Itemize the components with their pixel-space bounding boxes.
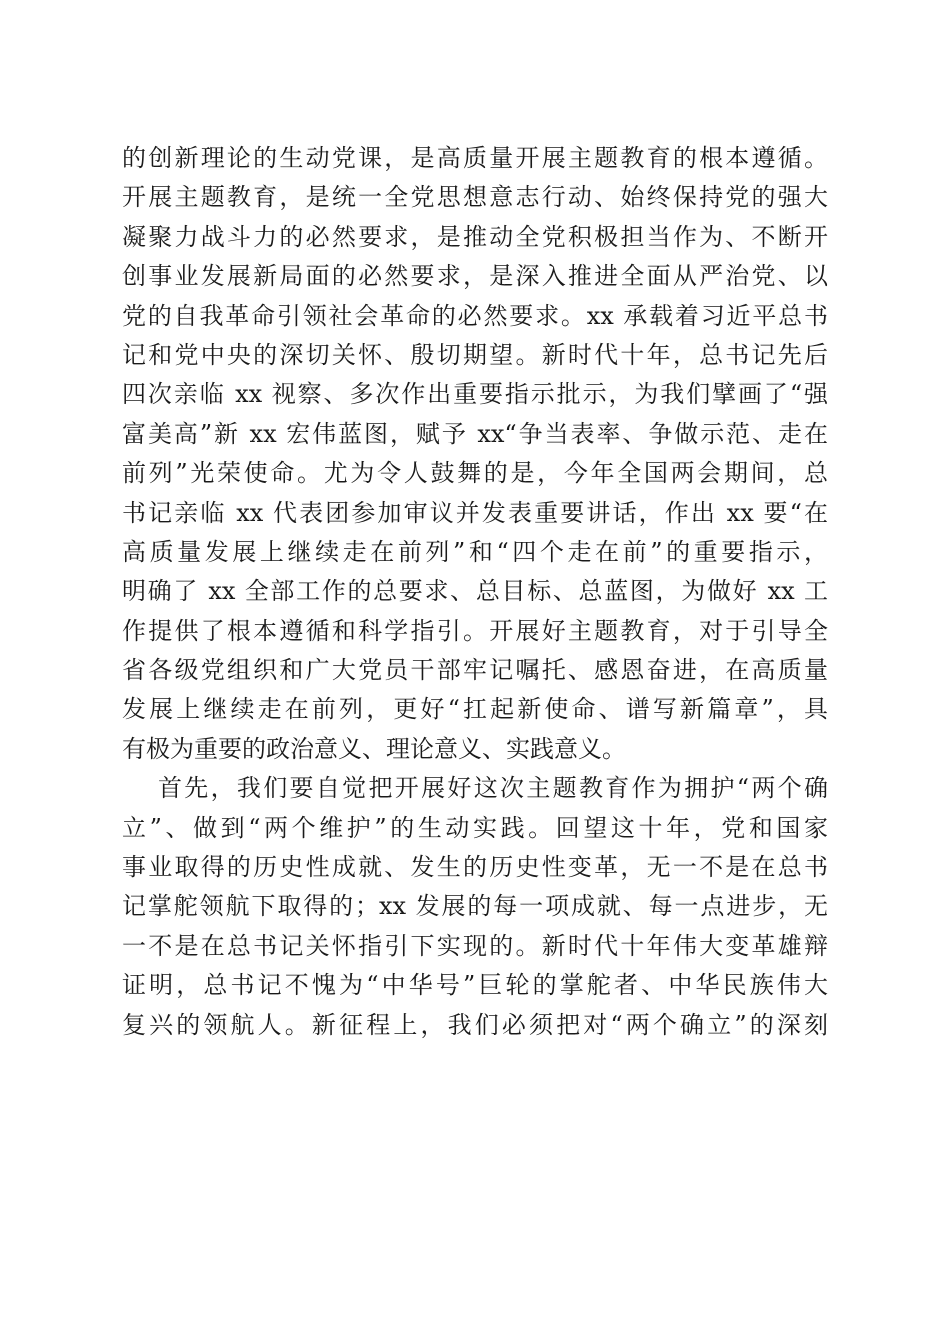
text-line: 立”、做到“两个维护”的生动实践。回望这十年，党和国家: [122, 813, 828, 842]
text-line: 富美高”新 xx 宏伟蓝图，赋予 xx“争当表率、争做示范、走在: [122, 419, 828, 448]
text-line: 一不是在总书记关怀指引下实现的。新时代十年伟大变革雄辩: [122, 931, 828, 960]
text-line: 书记亲临 xx 代表团参加审议并发表重要讲话，作出 xx 要“在: [122, 498, 828, 527]
text-line: 凝聚力战斗力的必然要求，是推动全党积极担当作为、不断开: [122, 222, 828, 251]
text-line: 事业取得的历史性成就、发生的历史性变革，无一不是在总书: [122, 853, 828, 882]
text-line: 明确了 xx 全部工作的总要求、总目标、总蓝图，为做好 xx 工: [122, 577, 828, 606]
text-line: 省各级党组织和广大党员干部牢记嘱托、感恩奋进，在高质量: [122, 656, 828, 685]
body-text: [122, 139, 828, 1045]
text-line: 创事业发展新局面的必然要求，是深入推进全面从严治党、以: [122, 262, 828, 291]
text-line: 发展上继续走在前列，更好“扛起新使命、谱写新篇章”，具: [122, 695, 828, 724]
text-line: 复兴的领航人。新征程上，我们必须把对“两个确立”的深刻: [122, 1010, 828, 1039]
text-line: 高质量发展上继续走在前列”和“四个走在前”的重要指示，: [122, 537, 828, 566]
text-line: 四次亲临 xx 视察、多次作出重要指示批示，为我们擘画了“强: [122, 380, 828, 409]
text-line: 前列”光荣使命。尤为令人鼓舞的是，今年全国两会期间，总: [122, 459, 828, 488]
text-line: 证明，总书记不愧为“中华号”巨轮的掌舵者、中华民族伟大: [122, 971, 828, 1000]
text-line: 党的自我革命引领社会革命的必然要求。xx 承载着习近平总书: [122, 301, 828, 330]
text-line: 的创新理论的生动党课，是高质量开展主题教育的根本遵循。: [122, 144, 828, 172]
text-line: 记和党中央的深切关怀、殷切期望。新时代十年，总书记先后: [122, 340, 828, 369]
text-line: 记掌舵领航下取得的；xx 发展的每一项成就、每一点进步，无: [122, 892, 828, 921]
text-line: 有极为重要的政治意义、理论意义、实践意义。: [122, 734, 626, 763]
text-line: 作提供了根本遵循和科学指引。开展好主题教育，对于引导全: [122, 616, 828, 645]
text-line: 开展主题教育，是统一全党思想意志行动、始终保持党的强大: [122, 183, 828, 212]
paragraph-first-line: 首先，我们要自觉把开展好这次主题教育作为拥护“两个确: [158, 774, 828, 803]
